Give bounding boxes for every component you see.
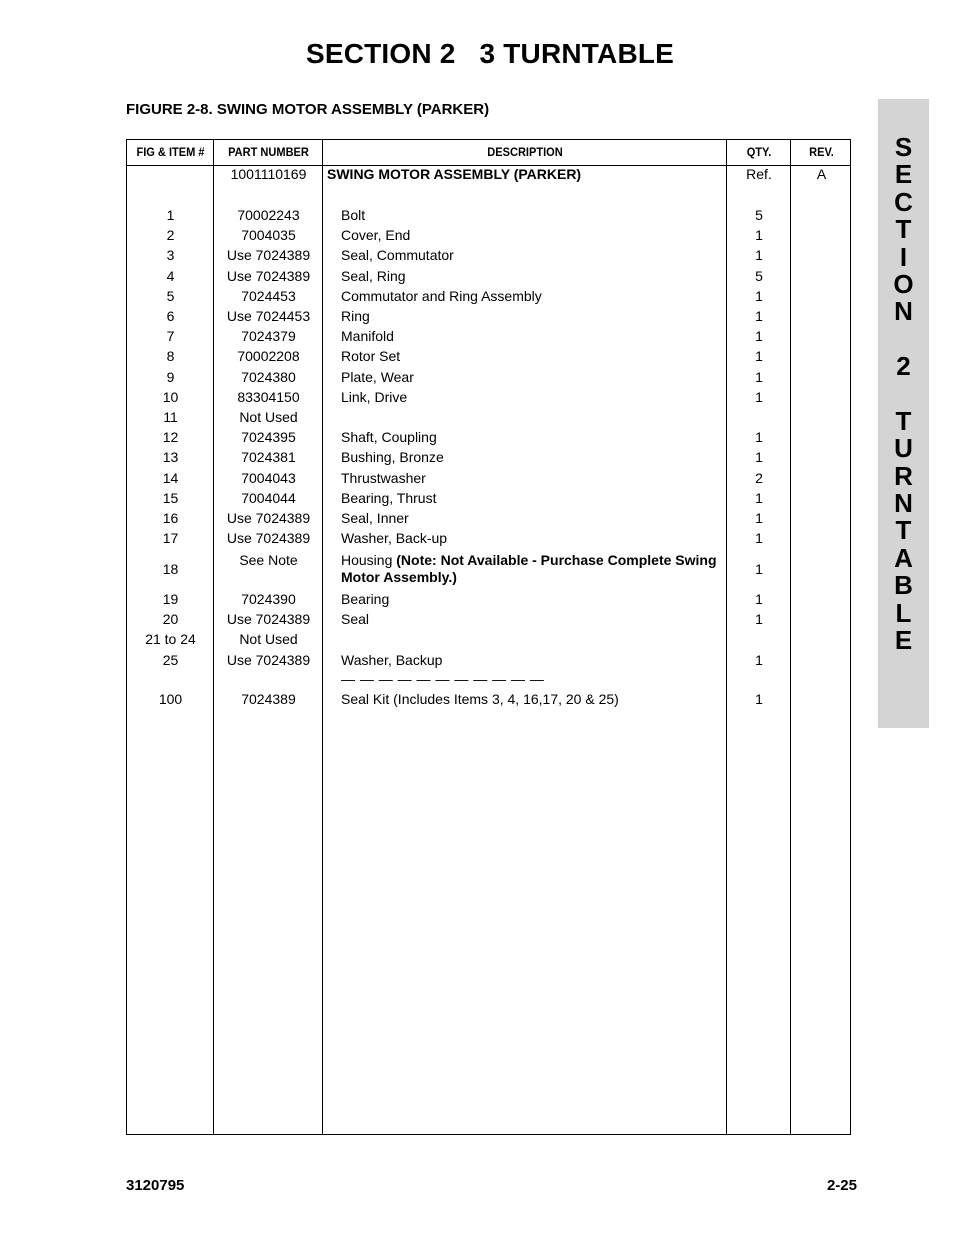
section-side-tab	[878, 99, 929, 728]
side-tab-letter: E	[894, 159, 913, 190]
part-number: 7024395	[241, 429, 296, 446]
figure-title: FIGURE 2-8. SWING MOTOR ASSEMBLY (PARKER)	[126, 101, 490, 118]
table-row-kit	[127, 691, 852, 711]
parts-table	[126, 139, 851, 1135]
description	[341, 552, 725, 586]
side-tab-letter: I	[899, 241, 908, 272]
description: SWING MOTOR ASSEMBLY (PARKER)	[327, 166, 582, 182]
quantity: 2	[755, 469, 763, 486]
part-number: 7004044	[241, 489, 296, 506]
quantity: 1	[755, 591, 763, 607]
table-row	[127, 591, 852, 611]
quantity: 1	[755, 489, 763, 506]
separator-line: — — — — — — — — — — —	[341, 671, 545, 687]
quantity: 5	[755, 267, 763, 284]
quantity: 1	[755, 530, 763, 547]
quantity: Ref.	[746, 166, 772, 182]
part-number: 7004035	[241, 227, 296, 244]
item-number: 5	[166, 287, 175, 304]
description: Link, Drive	[341, 388, 408, 405]
quantity: 1	[755, 561, 763, 577]
description: Ring	[341, 308, 370, 324]
table-row	[127, 409, 852, 429]
side-tab-letter: O	[893, 268, 914, 299]
item-number: 20	[162, 611, 179, 628]
part-number: 7024379	[241, 328, 296, 345]
description: Rotor Set	[341, 348, 401, 365]
table-row	[127, 470, 852, 490]
quantity: 1	[755, 308, 763, 324]
description: Bearing	[341, 591, 390, 607]
description: Bushing, Bronze	[341, 449, 444, 466]
table-row	[127, 247, 852, 267]
part-number: Use 7024389	[226, 510, 311, 526]
part-number: 7004043	[241, 469, 296, 486]
part-number: 7024380	[241, 368, 296, 385]
revision: A	[816, 166, 827, 182]
item-number: 25	[162, 651, 179, 668]
table-row	[127, 530, 852, 550]
header-description: DESCRIPTION	[487, 145, 563, 159]
side-tab-letter: T	[895, 214, 912, 245]
side-tab-letter: U	[894, 433, 913, 464]
availability-note: (Note: Not Available - Purchase Complete Swing Motor Assembly.)	[341, 552, 717, 585]
part-number: 70002208	[237, 348, 300, 365]
part-number: Use 7024389	[226, 247, 311, 264]
item-number: 3	[166, 247, 175, 264]
table-row	[127, 631, 852, 651]
part-number: Use 7024389	[226, 530, 311, 547]
description: Thrustwasher	[341, 469, 426, 486]
part-number: Use 7024389	[226, 267, 311, 284]
item-number: 7	[166, 328, 175, 345]
section-title: SECTION 2 3 TURNTABLE	[305, 38, 675, 69]
side-tab-letter: N	[894, 488, 913, 519]
description: Cover, End	[341, 227, 411, 244]
part-number: 7024390	[241, 591, 296, 607]
description: Seal, Commutator	[341, 247, 454, 264]
item-number: 9	[166, 368, 175, 385]
header-qty: QTY.	[746, 145, 772, 159]
side-tab-letter: L	[895, 597, 912, 628]
part-number: 70002243	[237, 207, 300, 223]
side-tab-letter: A	[894, 542, 913, 573]
part-number: Not Used	[239, 409, 298, 425]
description: Shaft, Coupling	[341, 429, 437, 446]
table-row-assembly	[127, 166, 852, 186]
description: Bearing, Thrust	[341, 489, 437, 506]
table-row	[127, 510, 852, 530]
item-number: 16	[162, 510, 179, 526]
table-row	[127, 227, 852, 247]
item-number: 11	[163, 409, 178, 425]
description: Bolt	[341, 207, 366, 223]
description: Manifold	[341, 328, 394, 345]
table-row	[127, 389, 852, 409]
table-row	[127, 652, 852, 672]
table-row	[127, 348, 852, 368]
part-number: 1001110169	[230, 166, 307, 182]
quantity: 1	[755, 611, 763, 628]
side-tab-letter: T	[895, 405, 912, 436]
side-tab-letter: N	[894, 296, 913, 327]
part-number: Use 7024389	[226, 611, 311, 628]
table-row	[127, 308, 852, 328]
quantity: 1	[755, 328, 763, 345]
item-number: 12	[162, 429, 179, 446]
table-row	[127, 328, 852, 348]
part-number: 7024389	[241, 691, 296, 707]
part-number: Use 7024389	[226, 651, 311, 668]
table-row	[127, 449, 852, 469]
quantity: 1	[755, 388, 763, 405]
item-number: 4	[166, 267, 175, 284]
quantity: 5	[755, 207, 763, 223]
quantity: 1	[755, 691, 763, 707]
item-number: 17	[162, 530, 179, 547]
item-number: 6	[166, 308, 175, 324]
side-tab-gap	[878, 326, 929, 353]
item-number: 21 to 24	[145, 631, 196, 648]
quantity: 1	[755, 348, 763, 365]
table-row	[127, 611, 852, 631]
quantity: 1	[755, 429, 763, 446]
item-number: 10	[162, 388, 179, 405]
item-number: 100	[158, 691, 183, 707]
table-row	[127, 490, 852, 510]
description: Washer, Back-up	[341, 530, 448, 547]
separator-row	[127, 671, 852, 691]
description: Plate, Wear	[341, 368, 414, 385]
quantity: 1	[755, 368, 763, 385]
side-tab-letter: C	[894, 186, 913, 217]
part-number: 7024453	[241, 287, 296, 304]
page-number: 2-25	[826, 1177, 857, 1194]
part-number: See Note	[239, 552, 298, 568]
quantity: 1	[755, 247, 763, 264]
table-row	[127, 552, 852, 588]
description: Seal Kit (Includes Items 3, 4, 16,17, 20 & 25)	[341, 691, 619, 707]
side-tab-letters	[878, 134, 929, 654]
side-tab-letter: S	[894, 132, 913, 162]
side-tab-letter: B	[894, 570, 913, 601]
side-tab-letter: 2	[896, 351, 911, 382]
header-rev: REV.	[809, 145, 834, 159]
side-tab-letter: E	[894, 625, 913, 656]
quantity: 1	[755, 227, 763, 244]
item-number: 15	[162, 489, 179, 506]
table-row	[127, 369, 852, 389]
header-fig-item: FIG & ITEM #	[136, 145, 205, 159]
item-number: 13	[162, 449, 179, 466]
part-number: Not Used	[239, 631, 298, 648]
side-tab-gap	[878, 381, 929, 408]
item-number: 1	[166, 207, 175, 223]
part-number: 7024381	[241, 449, 296, 466]
document-number: 3120795	[126, 1177, 185, 1194]
table-row	[127, 429, 852, 449]
item-number: 14	[162, 469, 179, 486]
description: Washer, Backup	[341, 651, 443, 668]
quantity: 1	[755, 287, 763, 304]
part-number: 83304150	[237, 388, 300, 405]
table-row	[127, 268, 852, 288]
table-row	[127, 288, 852, 308]
quantity: 1	[755, 651, 763, 668]
item-number: 8	[166, 348, 175, 365]
item-number: 19	[162, 591, 179, 607]
table-row	[127, 207, 852, 227]
description-text: Housing	[341, 552, 393, 568]
item-number: 2	[166, 227, 175, 244]
description: Commutator and Ring Assembly	[341, 287, 542, 304]
description: Seal, Ring	[341, 267, 406, 284]
header-part-number: PART NUMBER	[228, 145, 309, 159]
description: Seal	[341, 611, 370, 628]
description: Seal, Inner	[341, 510, 409, 526]
part-number: Use 7024453	[226, 308, 311, 324]
side-tab-letter: T	[895, 515, 912, 546]
item-number: 18	[162, 561, 179, 577]
quantity: 1	[755, 449, 763, 466]
side-tab-letter: R	[894, 460, 913, 491]
quantity: 1	[755, 510, 763, 526]
